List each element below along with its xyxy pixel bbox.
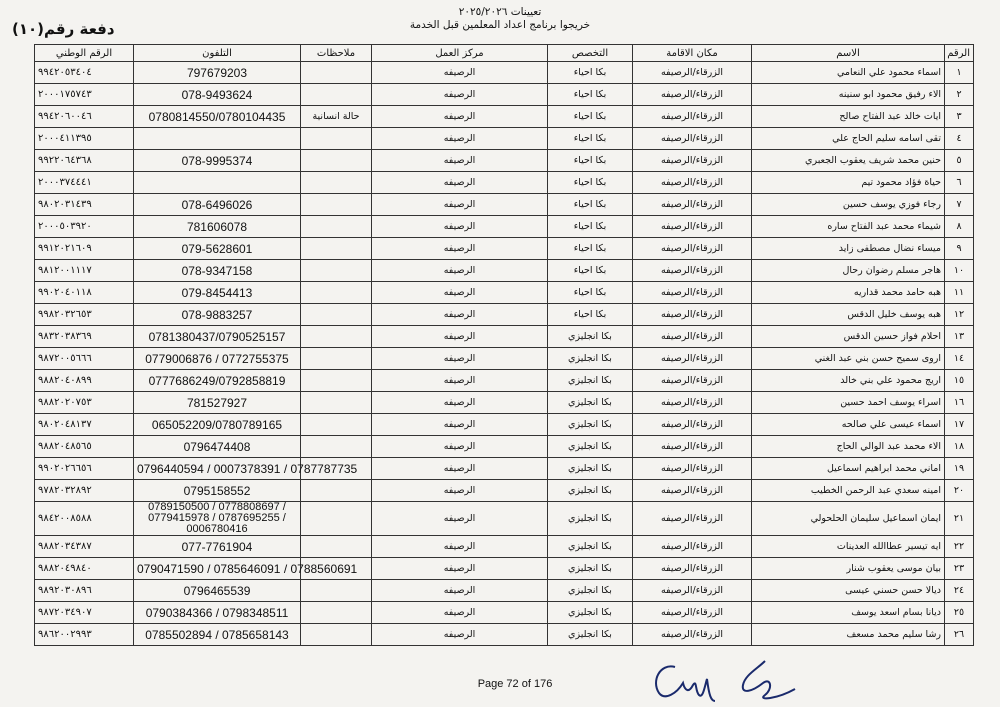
row-specialty: بكا احياء: [548, 172, 633, 194]
row-notes: [301, 172, 372, 194]
row-number: ١٨: [945, 436, 974, 458]
row-work-center: الرصيفه: [372, 392, 548, 414]
row-number: ٩: [945, 238, 974, 260]
row-number: ٢: [945, 84, 974, 106]
row-name: اريج محمود علي بني خالد: [752, 370, 945, 392]
row-number: ٧: [945, 194, 974, 216]
row-work-center: الرصيفه: [372, 458, 548, 480]
row-phone: 0777686249/0792858819: [134, 370, 301, 392]
table-row: [35, 172, 974, 194]
row-specialty: بكا انجليزي: [548, 326, 633, 348]
signature-image: [645, 655, 805, 703]
header-title: تعيينات ٢٠٢٥/٢٠٢٦: [458, 6, 542, 18]
row-name: ديانا بسام اسعد يوسف: [752, 602, 945, 624]
row-specialty: بكا احياء: [548, 260, 633, 282]
row-notes: [301, 536, 372, 558]
row-number: ١١: [945, 282, 974, 304]
row-name: هاجر مسلم رضوان رحال: [752, 260, 945, 282]
row-notes: [301, 414, 372, 436]
row-name: ديالا حسن حسني عيسى: [752, 580, 945, 602]
table-row: [35, 326, 974, 348]
table-row: [35, 106, 974, 128]
row-residence: الزرقاء/الرصيفه: [633, 282, 752, 304]
row-notes: [301, 624, 372, 646]
row-number: ٢٤: [945, 580, 974, 602]
row-notes: [301, 282, 372, 304]
row-name: حنين محمد شريف يعقوب الجعبري: [752, 150, 945, 172]
row-phone: 0796465539: [134, 580, 301, 602]
row-number: ٦: [945, 172, 974, 194]
row-name: اروى سميح حسن بني عبد الغني: [752, 348, 945, 370]
row-phone: 078-6496026: [134, 194, 301, 216]
row-national-id: ٢٠٠٠٥٠٣٩٢٠: [35, 216, 134, 238]
row-residence: الزرقاء/الرصيفه: [633, 172, 752, 194]
table-row: [35, 304, 974, 326]
row-national-id: ٢٠٠٠٣٧٤٤٤١: [35, 172, 134, 194]
row-work-center: الرصيفه: [372, 194, 548, 216]
row-phone: 0789150500 / 0778808697 / 0779415978 / 0787695255 / 0006780416: [134, 502, 301, 536]
row-notes: [301, 602, 372, 624]
table-row: [35, 348, 974, 370]
row-name: اسماء محمود علي النعامي: [752, 62, 945, 84]
row-number: ٢٦: [945, 624, 974, 646]
row-residence: الزرقاء/الرصيفه: [633, 502, 752, 536]
row-work-center: الرصيفه: [372, 84, 548, 106]
row-national-id: ٩٨١٢٠٠١١١٧: [35, 260, 134, 282]
row-specialty: بكا احياء: [548, 216, 633, 238]
col-header-residence: مكان الاقامة: [633, 45, 752, 62]
row-national-id: ٩٨٨٢٠٢٠٧٥٣: [35, 392, 134, 414]
table-row: [35, 392, 974, 414]
row-name: حياة فؤاد محمود تيم: [752, 172, 945, 194]
table-row: [35, 536, 974, 558]
row-phone: 0780814550/0780104435: [134, 106, 301, 128]
table-row: [35, 558, 974, 580]
document-header: [0, 6, 1000, 32]
row-notes: [301, 84, 372, 106]
row-notes: [301, 216, 372, 238]
row-work-center: الرصيفه: [372, 348, 548, 370]
row-residence: الزرقاء/الرصيفه: [633, 602, 752, 624]
row-notes: [301, 502, 372, 536]
row-notes: [301, 128, 372, 150]
row-phone: 0796474408: [134, 436, 301, 458]
table-row: [35, 580, 974, 602]
row-number: ١٧: [945, 414, 974, 436]
row-national-id: ٩٨٧٢٠٣٤٩٠٧: [35, 602, 134, 624]
row-national-id: ٩٩٤٢٠٦٠٠٤٦: [35, 106, 134, 128]
row-work-center: الرصيفه: [372, 558, 548, 580]
header-subtitle: خريجوا برنامج اعداد المعلمين قبل الخدمة: [409, 19, 591, 31]
row-national-id: ٩٨٣٢٠٣٨٣٦٩: [35, 326, 134, 348]
row-work-center: الرصيفه: [372, 62, 548, 84]
table-row: [35, 282, 974, 304]
row-specialty: بكا انجليزي: [548, 458, 633, 480]
row-residence: الزرقاء/الرصيفه: [633, 348, 752, 370]
row-phone: 077-7761904: [134, 536, 301, 558]
row-phone: [134, 128, 301, 150]
col-header-notes: ملاحظات: [301, 45, 372, 62]
row-number: ٥: [945, 150, 974, 172]
row-work-center: الرصيفه: [372, 238, 548, 260]
row-specialty: بكا انجليزي: [548, 624, 633, 646]
row-work-center: الرصيفه: [372, 370, 548, 392]
row-number: ٢٥: [945, 602, 974, 624]
row-work-center: الرصيفه: [372, 326, 548, 348]
row-phone: 0781380437/0790525157: [134, 326, 301, 348]
row-specialty: بكا احياء: [548, 150, 633, 172]
row-work-center: الرصيفه: [372, 128, 548, 150]
row-residence: الزرقاء/الرصيفه: [633, 304, 752, 326]
row-phone: 781606078: [134, 216, 301, 238]
row-number: ١٩: [945, 458, 974, 480]
row-national-id: ٩٨٠٢٠٤٨١٣٧: [35, 414, 134, 436]
row-work-center: الرصيفه: [372, 536, 548, 558]
row-notes: [301, 392, 372, 414]
row-work-center: الرصيفه: [372, 480, 548, 502]
row-name: الاء محمد عبد الوالي الحاج: [752, 436, 945, 458]
table-row: [35, 216, 974, 238]
row-phone: 0796440594 / 0007378391 / 0787787735: [134, 458, 301, 480]
row-phone: 0795158552: [134, 480, 301, 502]
row-residence: الزرقاء/الرصيفه: [633, 624, 752, 646]
row-name: هبه حامد محمد قداريه: [752, 282, 945, 304]
row-national-id: ٩٩٠٢٠٤٠١١٨: [35, 282, 134, 304]
row-phone: [134, 172, 301, 194]
row-national-id: ٩٨٨٢٠٤٩٨٤٠: [35, 558, 134, 580]
row-notes: [301, 580, 372, 602]
row-residence: الزرقاء/الرصيفه: [633, 536, 752, 558]
row-specialty: بكا انجليزي: [548, 370, 633, 392]
row-residence: الزرقاء/الرصيفه: [633, 260, 752, 282]
row-national-id: ٩٩٢٢٠٦٤٣٦٨: [35, 150, 134, 172]
row-work-center: الرصيفه: [372, 106, 548, 128]
row-residence: الزرقاء/الرصيفه: [633, 370, 752, 392]
row-notes: [301, 150, 372, 172]
row-residence: الزرقاء/الرصيفه: [633, 238, 752, 260]
table-row: [35, 260, 974, 282]
row-phone: 079-5628601: [134, 238, 301, 260]
row-notes: [301, 348, 372, 370]
row-phone: 078-9493624: [134, 84, 301, 106]
col-header-no: الرقم: [945, 45, 974, 62]
row-phone: 078-9347158: [134, 260, 301, 282]
row-name: رشا سليم محمد مسعف: [752, 624, 945, 646]
row-name: اسماء عيسى علي صالحه: [752, 414, 945, 436]
row-national-id: ٩٨٧٢٠٠٥٦٦٦: [35, 348, 134, 370]
row-residence: الزرقاء/الرصيفه: [633, 194, 752, 216]
row-national-id: ٩٩٤٢٠٥٣٤٠٤: [35, 62, 134, 84]
row-residence: الزرقاء/الرصيفه: [633, 326, 752, 348]
row-specialty: بكا انجليزي: [548, 436, 633, 458]
row-name: ايه تيسير عطاالله العدينات: [752, 536, 945, 558]
row-work-center: الرصيفه: [372, 216, 548, 238]
row-national-id: ٩٨٩٢٠٣٠٨٩٦: [35, 580, 134, 602]
row-national-id: ٩٨٦٢٠٠٢٩٩٣: [35, 624, 134, 646]
row-notes: [301, 480, 372, 502]
row-specialty: بكا احياء: [548, 62, 633, 84]
row-name: رجاء فوزي يوسف حسين: [752, 194, 945, 216]
row-national-id: ٢٠٠٠٤١١٣٩٥: [35, 128, 134, 150]
row-residence: الزرقاء/الرصيفه: [633, 480, 752, 502]
row-name: تقى اسامه سليم الحاج علي: [752, 128, 945, 150]
row-specialty: بكا انجليزي: [548, 558, 633, 580]
row-number: ٢٠: [945, 480, 974, 502]
row-notes: [301, 238, 372, 260]
table-row: [35, 480, 974, 502]
row-name: الاء رفيق محمود ابو سنينه: [752, 84, 945, 106]
row-specialty: بكا احياء: [548, 304, 633, 326]
row-residence: الزرقاء/الرصيفه: [633, 458, 752, 480]
row-work-center: الرصيفه: [372, 260, 548, 282]
row-specialty: بكا احياء: [548, 106, 633, 128]
row-residence: الزرقاء/الرصيفه: [633, 106, 752, 128]
row-notes: [301, 260, 372, 282]
col-header-specialty: التخصص: [548, 45, 633, 62]
row-national-id: ٩٧٨٢٠٣٢٨٩٢: [35, 480, 134, 502]
col-header-work-center: مركز العمل: [372, 45, 548, 62]
table-row: [35, 84, 974, 106]
table-row: [35, 62, 974, 84]
row-specialty: بكا احياء: [548, 194, 633, 216]
table-row: [35, 624, 974, 646]
row-residence: الزرقاء/الرصيفه: [633, 414, 752, 436]
row-specialty: بكا احياء: [548, 84, 633, 106]
row-work-center: الرصيفه: [372, 282, 548, 304]
row-phone: 0779006876 / 0772755375: [134, 348, 301, 370]
row-notes: [301, 370, 372, 392]
row-national-id: ٢٠٠٠١٧٥٧٤٣: [35, 84, 134, 106]
row-residence: الزرقاء/الرصيفه: [633, 128, 752, 150]
row-name: امينه سعدي عبد الرحمن الخطيب: [752, 480, 945, 502]
row-number: ١٤: [945, 348, 974, 370]
row-notes: [301, 194, 372, 216]
row-phone: 0790384366 / 0798348511: [134, 602, 301, 624]
row-number: ٤: [945, 128, 974, 150]
row-national-id: ٩٨٨٢٠٤٠٨٩٩: [35, 370, 134, 392]
row-residence: الزرقاء/الرصيفه: [633, 84, 752, 106]
row-work-center: الرصيفه: [372, 436, 548, 458]
row-phone: 781527927: [134, 392, 301, 414]
row-number: ٨: [945, 216, 974, 238]
row-residence: الزرقاء/الرصيفه: [633, 392, 752, 414]
row-specialty: بكا انجليزي: [548, 392, 633, 414]
row-work-center: الرصيفه: [372, 150, 548, 172]
row-notes: حالة انسانية: [301, 106, 372, 128]
row-residence: الزرقاء/الرصيفه: [633, 150, 752, 172]
row-phone: 797679203: [134, 62, 301, 84]
row-number: ١٠: [945, 260, 974, 282]
row-name: احلام فواز حسين الدقس: [752, 326, 945, 348]
row-specialty: بكا انجليزي: [548, 580, 633, 602]
table-row: [35, 458, 974, 480]
row-phone: 0790471590 / 0785646091 / 0788560691: [134, 558, 301, 580]
row-work-center: الرصيفه: [372, 502, 548, 536]
row-specialty: بكا انجليزي: [548, 602, 633, 624]
row-specialty: بكا انجليزي: [548, 502, 633, 536]
row-number: ٢٢: [945, 536, 974, 558]
row-specialty: بكا احياء: [548, 128, 633, 150]
table-row: [35, 128, 974, 150]
row-name: بيان موسى يعقوب شنار: [752, 558, 945, 580]
row-notes: [301, 326, 372, 348]
row-national-id: ٩٨٤٢٠٠٨٥٨٨: [35, 502, 134, 536]
row-notes: [301, 62, 372, 84]
page-number: Page 72 of 176: [477, 678, 553, 690]
row-number: ١٦: [945, 392, 974, 414]
row-work-center: الرصيفه: [372, 624, 548, 646]
table-row: [35, 150, 974, 172]
col-header-phone: التلفون: [134, 45, 301, 62]
row-national-id: ٩٨٨٢٠٤٨٥٦٥: [35, 436, 134, 458]
table-row: [35, 436, 974, 458]
row-work-center: الرصيفه: [372, 304, 548, 326]
row-residence: الزرقاء/الرصيفه: [633, 580, 752, 602]
row-name: اسراء يوسف احمد حسين: [752, 392, 945, 414]
table-row: [35, 238, 974, 260]
row-number: ٢٣: [945, 558, 974, 580]
row-specialty: بكا انجليزي: [548, 348, 633, 370]
row-name: شيماء محمد عبد الفتاح ساره: [752, 216, 945, 238]
row-phone: 078-9995374: [134, 150, 301, 172]
row-residence: الزرقاء/الرصيفه: [633, 436, 752, 458]
row-specialty: بكا احياء: [548, 282, 633, 304]
row-phone: 079-8454413: [134, 282, 301, 304]
row-number: ١٣: [945, 326, 974, 348]
col-header-name: الاسم: [752, 45, 945, 62]
row-phone: 0785502894 / 0785658143: [134, 624, 301, 646]
row-work-center: الرصيفه: [372, 580, 548, 602]
table-row: [35, 502, 974, 536]
row-work-center: الرصيفه: [372, 602, 548, 624]
row-specialty: بكا انجليزي: [548, 414, 633, 436]
row-residence: الزرقاء/الرصيفه: [633, 62, 752, 84]
row-name: ميساء نضال مصطفى زايد: [752, 238, 945, 260]
table-row: [35, 370, 974, 392]
row-number: ١٢: [945, 304, 974, 326]
table-row: [35, 602, 974, 624]
row-work-center: الرصيفه: [372, 172, 548, 194]
row-number: ٢١: [945, 502, 974, 536]
row-name: ايمان اسماعيل سليمان الحلحولي: [752, 502, 945, 536]
table-header-row: [35, 45, 974, 62]
table-row: [35, 194, 974, 216]
row-name: اماني محمد ابراهيم اسماعيل: [752, 458, 945, 480]
row-phone: 078-9883257: [134, 304, 301, 326]
appointments-table: [34, 44, 974, 646]
row-national-id: ٩٩٠٢٠٢٦٦٥٦: [35, 458, 134, 480]
row-national-id: ٩٨٠٢٠٣١٤٣٩: [35, 194, 134, 216]
row-work-center: الرصيفه: [372, 414, 548, 436]
row-residence: الزرقاء/الرصيفه: [633, 216, 752, 238]
row-national-id: ٩٩٨٢٠٣٢٦٥٣: [35, 304, 134, 326]
row-notes: [301, 436, 372, 458]
table-row: [35, 414, 974, 436]
col-header-national-id: الرقم الوطني: [35, 45, 134, 62]
row-name: ايات خالد عبد الفتاح صالح: [752, 106, 945, 128]
row-specialty: بكا انجليزي: [548, 536, 633, 558]
row-number: ١: [945, 62, 974, 84]
row-number: ١٥: [945, 370, 974, 392]
row-name: هبه يوسف خليل الدقس: [752, 304, 945, 326]
row-residence: الزرقاء/الرصيفه: [633, 558, 752, 580]
row-specialty: بكا انجليزي: [548, 480, 633, 502]
row-phone: 065052209/0780789165: [134, 414, 301, 436]
row-national-id: ٩٨٨٢٠٣٤٣٨٧: [35, 536, 134, 558]
row-specialty: بكا احياء: [548, 238, 633, 260]
row-notes: [301, 304, 372, 326]
batch-number: دفعة رقم(١٠): [12, 20, 115, 38]
row-number: ٣: [945, 106, 974, 128]
row-national-id: ٩٩١٢٠٢١٦٠٩: [35, 238, 134, 260]
